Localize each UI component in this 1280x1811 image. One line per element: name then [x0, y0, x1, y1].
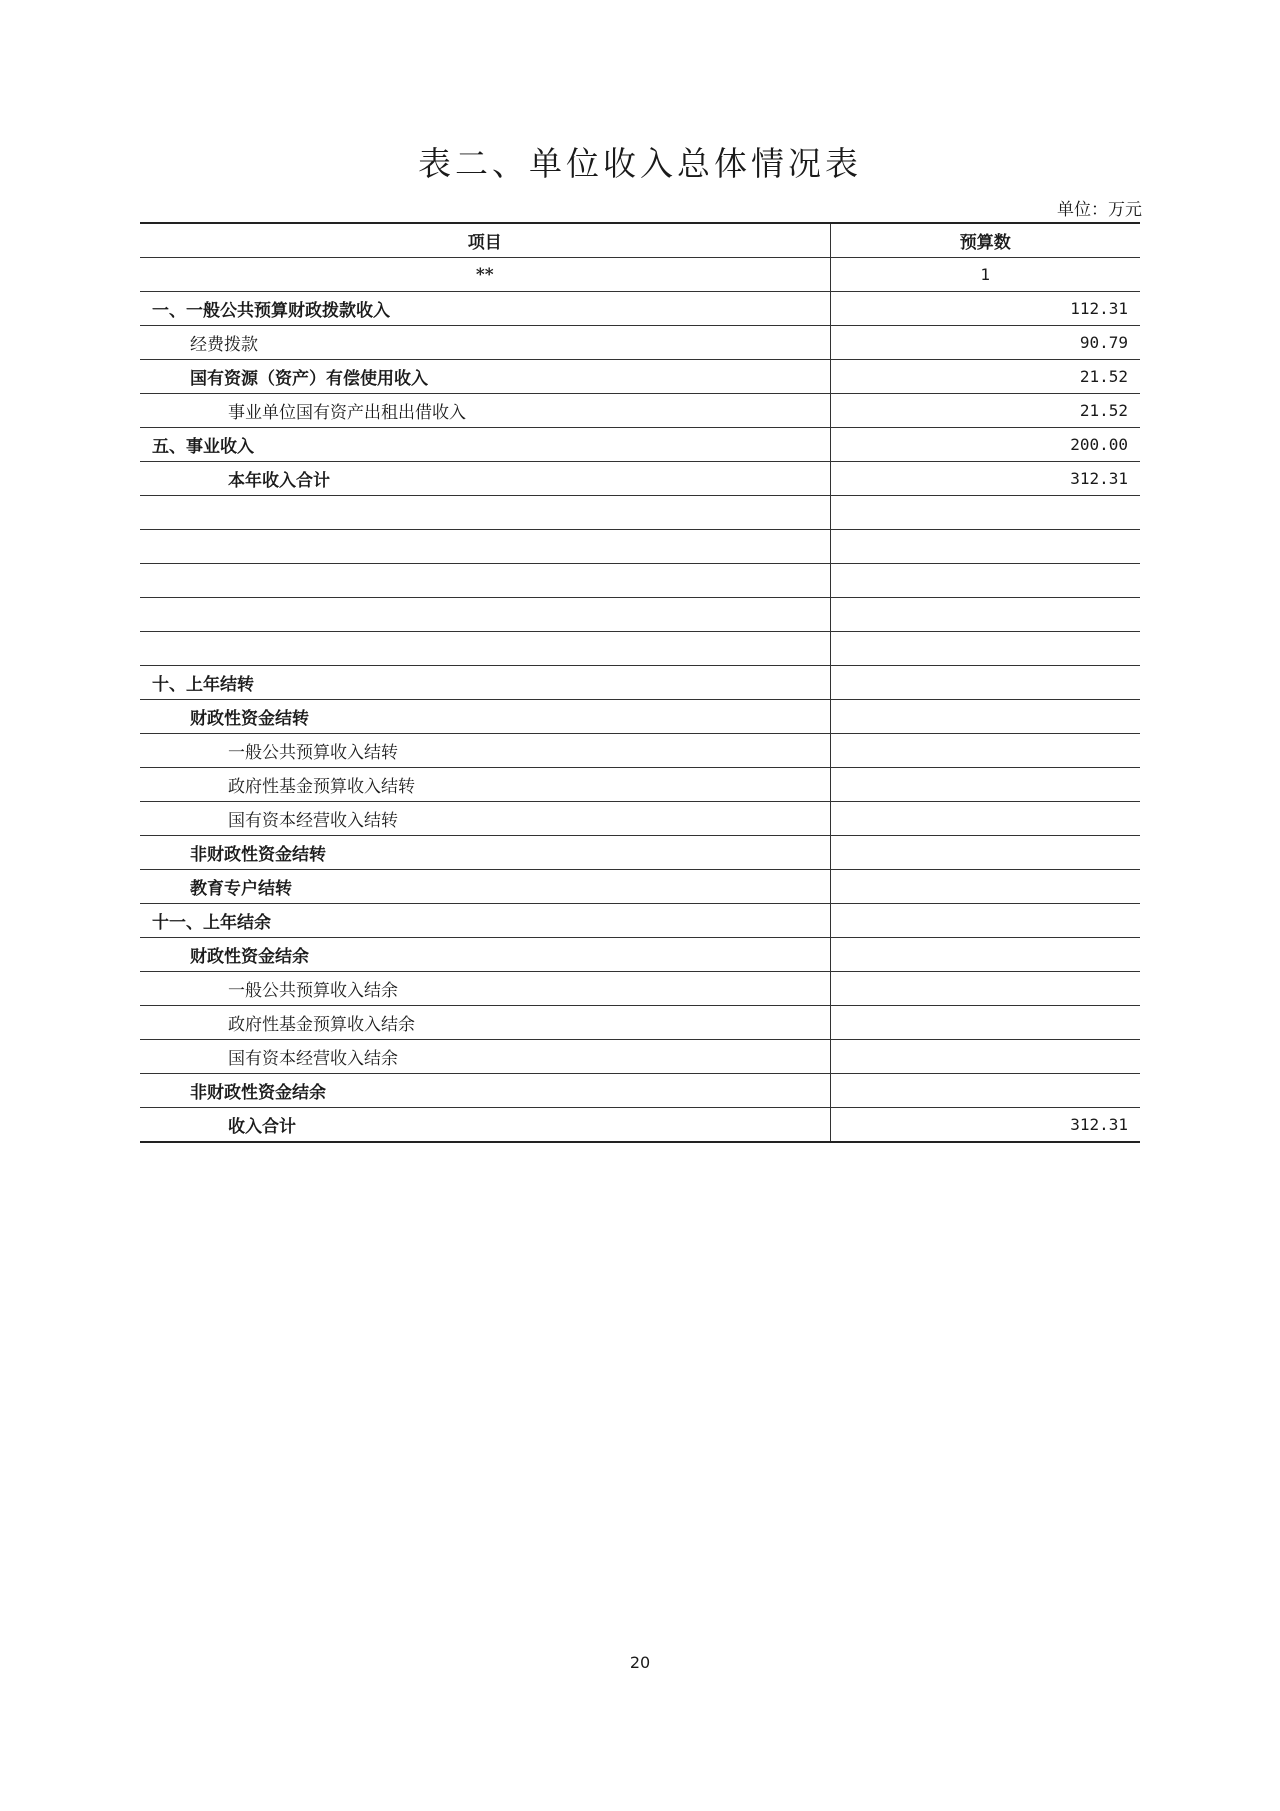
row-label: 本年收入合计	[140, 462, 830, 496]
row-value: 90.79	[830, 326, 1140, 360]
row-label: 国有资源（资产）有偿使用收入	[140, 360, 830, 394]
row-value	[830, 972, 1140, 1006]
row-label: 非财政性资金结转	[140, 836, 830, 870]
table-row	[140, 768, 1140, 802]
row-value	[830, 904, 1140, 938]
row-label	[140, 530, 830, 564]
table-row	[140, 632, 1140, 666]
index-budget: 1	[830, 258, 1140, 292]
row-label: 十、上年结转	[140, 666, 830, 700]
row-value	[830, 768, 1140, 802]
row-value: 21.52	[830, 360, 1140, 394]
row-value	[830, 530, 1140, 564]
table-row	[140, 972, 1140, 1006]
row-label: 国有资本经营收入结转	[140, 802, 830, 836]
row-label: 政府性基金预算收入结余	[140, 1006, 830, 1040]
row-label: 事业单位国有资产出租出借收入	[140, 394, 830, 428]
row-value	[830, 938, 1140, 972]
index-item: **	[140, 258, 830, 292]
table-header-row	[140, 223, 1140, 258]
row-label: 教育专户结转	[140, 870, 830, 904]
row-label	[140, 564, 830, 598]
row-label: 经费拨款	[140, 326, 830, 360]
table-row	[140, 394, 1140, 428]
table-row	[140, 326, 1140, 360]
table-row	[140, 428, 1140, 462]
row-value: 112.31	[830, 292, 1140, 326]
table-row	[140, 734, 1140, 768]
table-row	[140, 1006, 1140, 1040]
table-row	[140, 836, 1140, 870]
row-value	[830, 836, 1140, 870]
row-value	[830, 1040, 1140, 1074]
row-value	[830, 802, 1140, 836]
row-label: 十一、上年结余	[140, 904, 830, 938]
header-budget: 预算数	[830, 223, 1140, 258]
table-row	[140, 1074, 1140, 1108]
table-row	[140, 530, 1140, 564]
row-label: 一般公共预算收入结转	[140, 734, 830, 768]
row-label: 财政性资金结余	[140, 938, 830, 972]
page-number: 20	[629, 1653, 651, 1672]
row-value	[830, 734, 1140, 768]
row-label: 非财政性资金结余	[140, 1074, 830, 1108]
row-label	[140, 632, 830, 666]
table-row	[140, 802, 1140, 836]
row-value	[830, 496, 1140, 530]
table-row	[140, 564, 1140, 598]
row-label: 一、一般公共预算财政拨款收入	[140, 292, 830, 326]
table-row	[140, 700, 1140, 734]
row-label: 国有资本经营收入结余	[140, 1040, 830, 1074]
row-label	[140, 496, 830, 530]
row-value: 312.31	[830, 462, 1140, 496]
table-row	[140, 904, 1140, 938]
row-value	[830, 870, 1140, 904]
table-row	[140, 1040, 1140, 1074]
table-row	[140, 870, 1140, 904]
unit-label: 单位：万元	[1057, 200, 1142, 220]
header-item: 项目	[140, 223, 830, 258]
row-value	[830, 632, 1140, 666]
row-value	[830, 1074, 1140, 1108]
row-value: 21.52	[830, 394, 1140, 428]
table-row	[140, 496, 1140, 530]
row-label: 五、事业收入	[140, 428, 830, 462]
row-value: 200.00	[830, 428, 1140, 462]
table-row	[140, 598, 1140, 632]
row-value	[830, 700, 1140, 734]
row-value	[830, 1006, 1140, 1040]
table-row	[140, 1108, 1140, 1143]
row-value	[830, 564, 1140, 598]
row-value	[830, 666, 1140, 700]
table-row	[140, 938, 1140, 972]
table-row	[140, 292, 1140, 326]
row-value: 312.31	[830, 1108, 1140, 1143]
income-table	[140, 222, 1140, 1143]
page-title: 表二、单位收入总体情况表	[418, 144, 862, 183]
row-label: 一般公共预算收入结余	[140, 972, 830, 1006]
table-index-row	[140, 258, 1140, 292]
row-label: 政府性基金预算收入结转	[140, 768, 830, 802]
table-row	[140, 462, 1140, 496]
row-label: 财政性资金结转	[140, 700, 830, 734]
table-row	[140, 666, 1140, 700]
row-label: 收入合计	[140, 1108, 830, 1143]
row-value	[830, 598, 1140, 632]
table-row	[140, 360, 1140, 394]
row-label	[140, 598, 830, 632]
